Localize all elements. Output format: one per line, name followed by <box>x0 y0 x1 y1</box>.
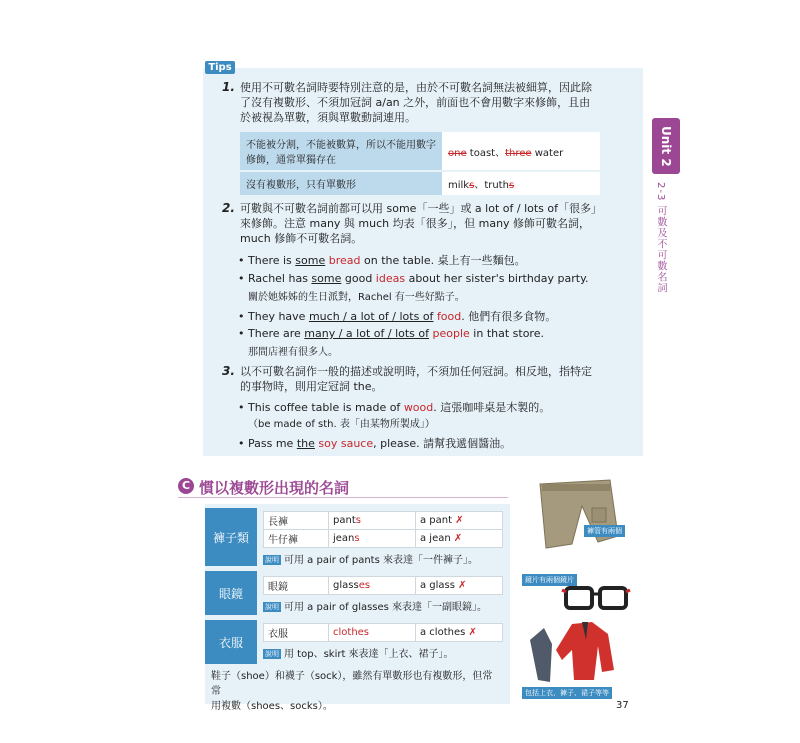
table-row <box>240 171 600 196</box>
footer-note: 鞋子（shoe）和襪子（sock），雖然有單數形也有複數形，但常常 用複數（shoes、socks）。 <box>211 671 493 712</box>
section-title: 慣以複數形出現的名詞 <box>199 479 350 497</box>
text-line: 了沒有複數形、不須加冠詞 a/an 之外，前面也不會用數字來修飾，且由 <box>240 96 591 109</box>
item-number: 1. <box>222 80 235 94</box>
table-cell: 不能被分割，不能被數算，所以不能用數字修飾，通常單獨存在 <box>240 132 442 171</box>
translation: 關於她姊姊的生日派對，Rachel 有一些好點子。 <box>248 292 465 303</box>
table-cell: milks、truths <box>442 171 600 196</box>
item-number: 3. <box>222 364 235 378</box>
example-sentence: • Rachel has some good ideas about her sister's birthday party. <box>238 272 589 285</box>
chapter-title: 2-3 可數及不可數名詞 <box>655 182 666 294</box>
word-table <box>263 576 503 595</box>
note: 說明 可用 a pair of glasses 來表達「一副眼鏡」。 <box>265 602 488 613</box>
example-sentence: • Pass me the soy sauce, please. 請幫我遞個醬油。 <box>238 437 512 450</box>
table-cell: a clothes ✗ <box>416 624 503 642</box>
word-table <box>263 511 503 548</box>
table-cell: one toast、three water <box>442 132 600 171</box>
uncountable-table <box>240 132 600 197</box>
table-row <box>264 577 503 595</box>
table-row <box>264 512 503 530</box>
table-cell: 牛仔褲 <box>264 530 329 548</box>
clothes-image <box>522 620 632 688</box>
category-label: 褲子類 <box>205 508 257 566</box>
item-number: 2. <box>222 201 235 215</box>
tips-label: Tips <box>205 61 235 74</box>
table-cell: a glass ✗ <box>416 577 503 595</box>
photo-tag: 鏡片有兩個鏡片 <box>522 574 577 586</box>
table-cell: pants <box>329 512 416 530</box>
example-sentence: • They have much / a lot of / lots of food. 他們有很多食物。 <box>238 310 557 323</box>
word-table <box>263 623 503 642</box>
table-cell: 衣服 <box>264 624 329 642</box>
table-cell: 眼鏡 <box>264 577 329 595</box>
table-cell: clothes <box>329 624 416 642</box>
table-row <box>240 132 600 171</box>
table-cell: jeans <box>329 530 416 548</box>
section-letter-icon: C <box>178 478 194 494</box>
note: 說明 可用 a pair of pants 來表達「一件褲子」。 <box>265 555 478 566</box>
table-row <box>264 624 503 642</box>
text-line: much 修飾不可數名詞。 <box>240 232 363 245</box>
example-sentence: • There are many / a lot of / lots of people in that store. <box>238 327 544 340</box>
table-cell: 長褲 <box>264 512 329 530</box>
table-cell: glasses <box>329 577 416 595</box>
example-sentence: • There is some bread on the table. 桌上有一些麵包。 <box>238 254 526 267</box>
translation: （be made of sth. 表「由某物所製成」） <box>248 419 435 430</box>
text-line: 以不可數名詞作一般的描述或說明時，不須加任何冠詞。相反地，指特定 <box>240 365 592 378</box>
table-cell: a jean ✗ <box>416 530 503 548</box>
text-line: 於被視為單數，須與單數動詞連用。 <box>240 111 416 124</box>
photo-tag: 褲管有兩個 <box>584 525 625 537</box>
pants-image <box>522 478 632 556</box>
text-line: 的事物時，則用定冠詞 the。 <box>240 380 383 393</box>
note: 說明 用 top、skirt 來表達「上衣、裙子」。 <box>265 649 454 660</box>
category-label: 眼鏡 <box>205 571 257 615</box>
table-row <box>264 530 503 548</box>
table-cell: a pant ✗ <box>416 512 503 530</box>
table-cell: 沒有複數形，只有單數形 <box>240 171 442 196</box>
category-label: 衣服 <box>205 620 257 664</box>
text-line: 使用不可數名詞時要特別注意的是，由於不可數名詞無法被細算，因此除 <box>240 81 592 94</box>
text-line: 來修飾。注意 many 與 much 均表「很多」，但 many 修飾可數名詞， <box>240 217 591 230</box>
example-sentence: • This coffee table is made of wood. 這張咖啡桌是木製的。 <box>238 401 551 414</box>
text-line: 可數與不可數名詞前都可以用 some「一些」或 a lot of / lots of「很多」 <box>240 202 602 215</box>
unit-tab: Unit 2 <box>652 118 680 174</box>
glasses-image <box>560 582 632 616</box>
translation: 那間店裡有很多人。 <box>248 347 338 358</box>
divider <box>178 497 508 498</box>
photo-tag: 包括上衣、褲子、裙子等等 <box>522 687 612 699</box>
page-number: 37 <box>616 700 629 711</box>
